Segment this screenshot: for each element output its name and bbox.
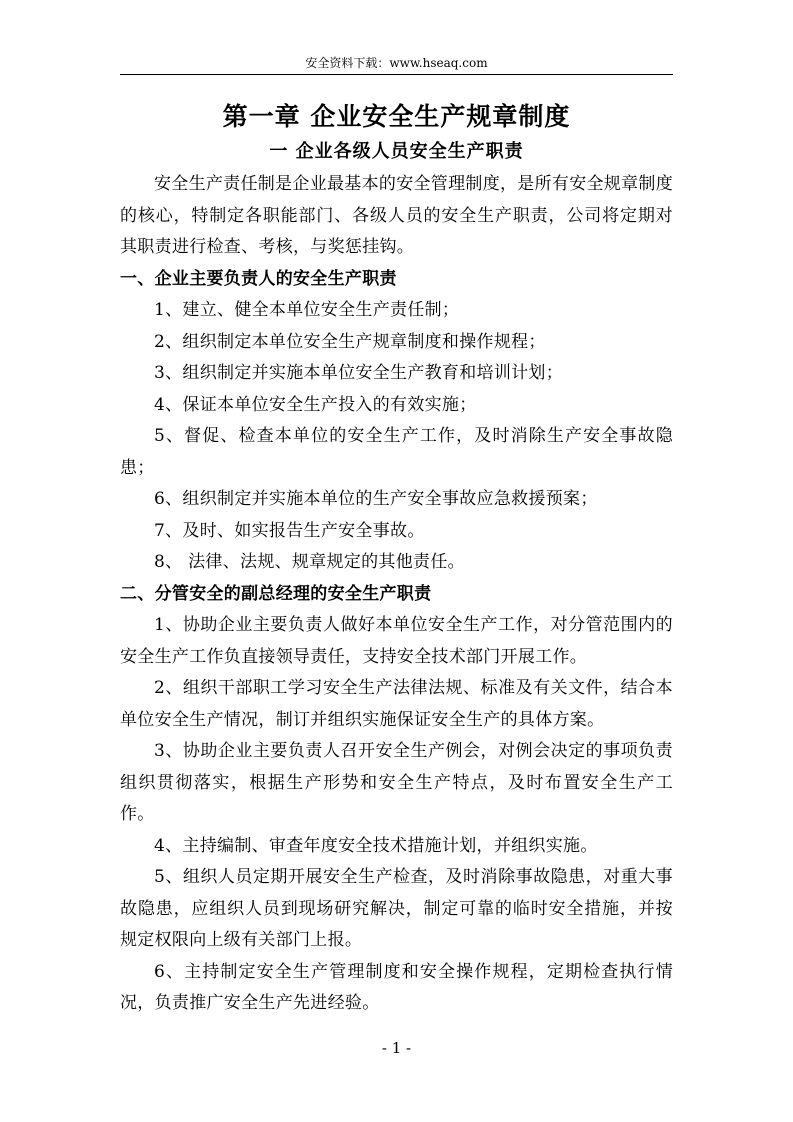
part1-item: 6、组织制定并实施本单位的生产安全事故应急救援预案； bbox=[154, 489, 598, 509]
part1-item: 2、组织制定本单位安全生产规章制度和操作规程； bbox=[154, 331, 546, 352]
page-header: 安全资料下载：www.hseaq.com bbox=[305, 56, 488, 70]
part2-item: 5、组织人员定期开展安全生产检查，及时消除事故隐患，对重大事故隐患，应组织人员到现场研究解决，制定可靠的临时安全措施，并按规定权限向上级有关部门上报。 bbox=[120, 867, 673, 950]
part1-item: 7、及时、如实报告生产安全事故。 bbox=[154, 520, 425, 541]
intro-paragraph: 安全生产责任制是企业最基本的安全管理制度，是所有安全规章制度的核心，特制定各职能部门、各级人员的安全生产职责，公司将定期对其职责进行检查、考核，与奖惩挂钩。 bbox=[120, 174, 673, 257]
part1-item: 3、组织制定并实施本单位安全生产教育和培训计划； bbox=[154, 363, 564, 383]
part2-item: 3、协助企业主要负责人召开安全生产例会，对例会决定的事项负责组织贯彻落实，根据生产形势和安全生产特点，及时布置安全生产工作。 bbox=[120, 741, 673, 824]
part2-heading: 二、分管安全的副总经理的安全生产职责 bbox=[120, 583, 432, 604]
chapter-title: 第一章 企业安全生产规章制度 bbox=[222, 102, 571, 131]
header-rule bbox=[120, 74, 673, 75]
page-number: - 1 - bbox=[381, 1039, 412, 1057]
part1-item: 4、保证本单位安全生产投入的有效实施； bbox=[154, 394, 477, 415]
part1-heading: 一、企业主要负责人的安全生产职责 bbox=[120, 268, 397, 289]
document-body bbox=[120, 98, 673, 1020]
part2-item: 4、主持编制、审查年度安全技术措施计划，并组织实施。 bbox=[154, 835, 598, 856]
part1-item: 5、督促、检查本单位的安全生产工作，及时消除生产安全事故隐患； bbox=[120, 426, 673, 478]
part1-item: 1、建立、健全本单位安全生产责任制； bbox=[154, 300, 460, 320]
part2-item: 1、协助企业主要负责人做好本单位安全生产工作，对分管范围内的安全生产工作负直接领导责任，支持安全技术部门开展工作。 bbox=[120, 615, 673, 667]
part2-item: 6、主持制定安全生产管理制度和安全操作规程，定期检查执行情况，负责推广安全生产先进经验。 bbox=[120, 961, 673, 1013]
part2-item: 2、组织干部职工学习安全生产法律法规、标准及有关文件，结合本单位安全生产情况，制订并组织实施保证安全生产的具体方案。 bbox=[120, 678, 673, 730]
section-title: 一 企业各级人员安全生产职责 bbox=[269, 141, 524, 162]
part1-item: 8、 法律、法规、规章规定的其他责任。 bbox=[154, 552, 465, 572]
